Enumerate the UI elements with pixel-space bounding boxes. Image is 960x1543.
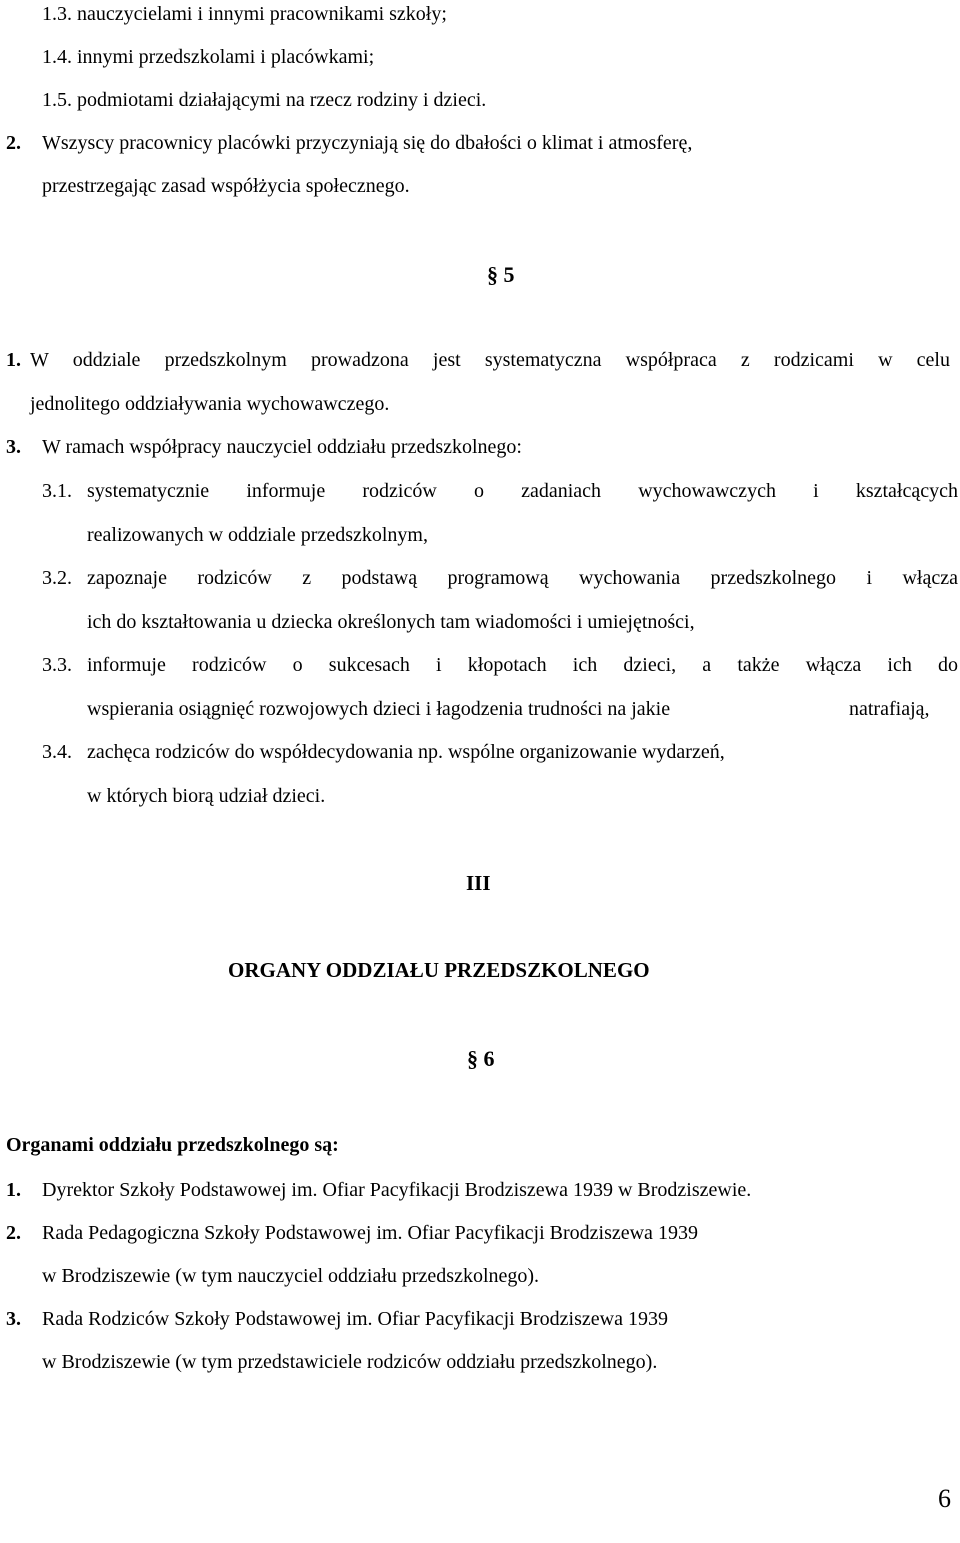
par6-item-2-line2: w Brodziszewie (w tym nauczyciel oddziału przedszkolnego). — [42, 1265, 540, 1287]
list-number: 1.4. — [42, 46, 72, 68]
par5-number-3-1: 3.1. — [42, 480, 72, 502]
par5-number-3-2: 3.2. — [42, 567, 72, 589]
par5-number-3: 3. — [6, 436, 21, 458]
par6-item-3-line2: w Brodziszewie (w tym przedstawiciele rodziców oddziału przedszkolnego). — [42, 1351, 658, 1373]
list-number: 1.3. — [42, 3, 72, 25]
list-text: innymi przedszkolami i placówkami; — [77, 46, 375, 68]
par6-intro: Organami oddziału przedszkolnego są: — [6, 1134, 339, 1156]
list-text: podmiotami działającymi na rzecz rodziny i dzieci. — [77, 89, 487, 111]
section-heading-5: § 5 — [487, 262, 515, 287]
par6-number-3: 3. — [6, 1308, 21, 1330]
page-number: 6 — [938, 1484, 951, 1513]
par5-number-3-3: 3.3. — [42, 654, 72, 676]
par6-item-3-line1: Rada Rodziców Szkoły Podstawowej im. Ofiar Pacyfikacji Brodziszewa 1939 — [42, 1308, 668, 1330]
par6-number-1: 1. — [6, 1179, 21, 1201]
list-item-1-4 — [42, 47, 374, 67]
par5-item-3-text: W ramach współpracy nauczyciel oddziału przedszkolnego: — [42, 436, 522, 458]
list-item-1-3 — [42, 4, 447, 24]
par6-item-1-text: Dyrektor Szkoły Podstawowej im. Ofiar Pacyfikacji Brodziszewa 1939 w Brodziszewie. — [42, 1179, 752, 1201]
par6-item-2-line1: Rada Pedagogiczna Szkoły Podstawowej im. Ofiar Pacyfikacji Brodziszewa 1939 — [42, 1222, 698, 1244]
chapter-title: ORGANY ODDZIAŁU PRZEDSZKOLNEGO — [228, 958, 650, 982]
par5-item-3-3-line2a: wspierania osiągnięć rozwojowych dzieci i łagodzenia trudności na jakie — [87, 698, 671, 720]
list-item-2-line1: Wszyscy pracownicy placówki przyczyniają się do dbałości o klimat i atmosferę, — [42, 132, 693, 154]
par5-item-1-line1: W oddziale przedszkolnym prowadzona jest systematyczna współpraca z rodzicami w celu — [30, 349, 950, 371]
par5-number-3-4: 3.4. — [42, 741, 72, 763]
section-heading-6: § 6 — [467, 1046, 495, 1071]
list-number-2: 2. — [6, 132, 21, 154]
par6-number-2: 2. — [6, 1222, 21, 1244]
par5-item-1-line2: jednolitego oddziaływania wychowawczego. — [30, 393, 390, 415]
par5-item-3-4-line2: w których biorą udział dzieci. — [87, 785, 326, 807]
par5-item-3-2-line1: zapoznaje rodziców z podstawą programową wychowania przedszkolnego i włącza — [87, 567, 958, 589]
list-text: nauczycielami i innymi pracownikami szkoły; — [77, 3, 447, 25]
par5-item-3-1-line2: realizowanych w oddziale przedszkolnym, — [87, 524, 428, 546]
par5-item-3-1-line1: systematycznie informuje rodziców o zadaniach wychowawczych i kształcących — [87, 480, 958, 502]
par5-item-3-4-line1: zachęca rodziców do współdecydowania np. wspólne organizowanie wydarzeń, — [87, 741, 725, 763]
par5-number-1: 1. — [6, 349, 21, 371]
list-number: 1.5. — [42, 89, 72, 111]
par5-item-3-3-line2b: natrafiają, — [849, 698, 930, 720]
list-item-2-line2: przestrzegając zasad współżycia społecznego. — [42, 175, 410, 197]
chapter-number: III — [466, 871, 491, 895]
par5-item-3-3-line1: informuje rodziców o sukcesach i kłopotach ich dzieci, a także włącza ich do — [87, 654, 958, 676]
list-item-1-5 — [42, 90, 486, 110]
par5-item-3-2-line2: ich do kształtowania u dziecka określonych tam wiadomości i umiejętności, — [87, 611, 695, 633]
